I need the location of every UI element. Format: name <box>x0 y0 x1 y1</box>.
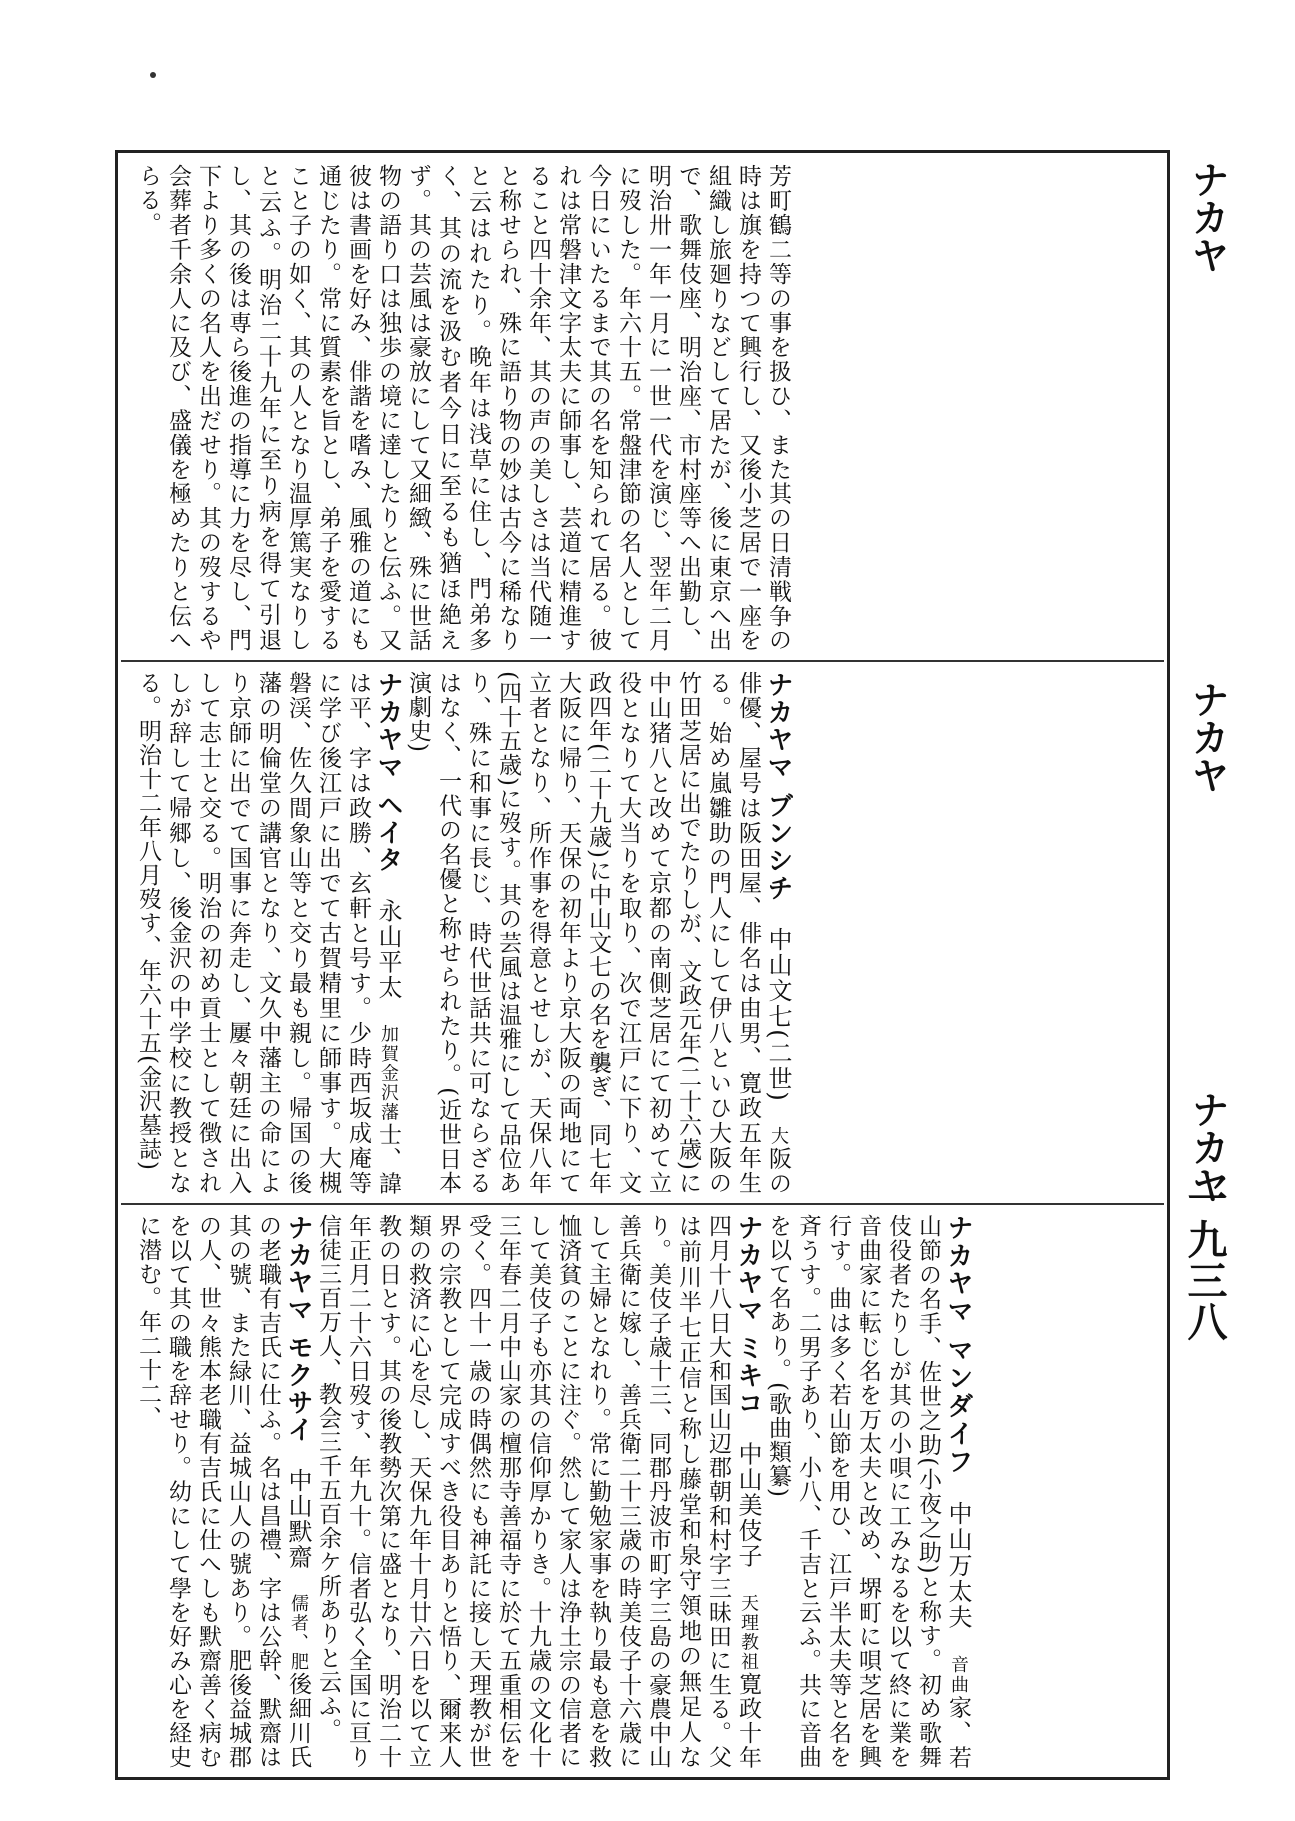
entry-note: 大 <box>768 1126 789 1147</box>
running-head-top: ナカヤ <box>1185 160 1230 274</box>
entry-note: 儒者、肥 <box>288 1594 309 1672</box>
running-head-middle: ナカヤ <box>1185 680 1230 794</box>
entry-note: 天理教祖 <box>738 1593 759 1672</box>
entry-body: 寛政十年四月十八日大和国山辺郡朝和村字三昧田に生る。父は前川半七正信と称し藤堂和泉守領地の無足人なり。美伎子歳十三、同郡丹波市町字三島の豪農中山善兵衛に嫁し、善兵衛二十三歳の時美伎子十六歳にして主婦となれり。常に勤勉家事を執り最も意を救恤済貧のことに注ぐ。然して家人は浄土宗の信者にして美伎子も亦其の信仰厚かりき。十九歳の文化十三年春二月中山家の檀那寺善福寺に於て五重相伝を受く。四十一歳の時偶然にも神託に接し天理教が世界の宗教として完成すべき役目ありと悟り、爾来人類の救済に心を尽し、天保九年十月廿六日を以て立教の日とす。其の後教勢次第に盛となり、明治二十年正月二十六日歿す、年九十。信者弘く全国に亘り信徒三百万人、教会三千五百余ケ所ありと云ふ。 <box>315 1214 761 1770</box>
middle-columns <box>121 663 805 1203</box>
entry-mokusai <box>135 1214 311 1769</box>
entry-heita <box>135 671 401 1195</box>
text-frame <box>115 150 1170 1780</box>
section-middle <box>121 663 1164 1205</box>
entry-note: 加賀金沢藩 <box>378 1024 399 1123</box>
entry-bunshichi <box>405 671 791 1195</box>
entry-note: 音曲 <box>948 1655 969 1696</box>
entry-mandayu <box>765 1214 971 1769</box>
entry-heading: ナカヤマ モクサイ <box>283 1214 313 1444</box>
entry-body: 後細川氏の老職有吉氏に仕ふ。名は昌禮、字は公幹、默齋は其の號、また緑川、益城山人の號あり。肥後益城郡の人、世々熊本老職有吉氏に仕へしも默齋善く病むを以て其の職を辞せり。幼にして學を好み心を経史に潜む。年二十二、 <box>135 1214 311 1769</box>
entry-body: 阪の俳優、屋号は阪田屋、俳名は由男、寛政五年生る。始め嵐雛助の門人にして伊八といひ大阪の竹田芝居に出でたりしが、文政元年(二十六歳)に中山猪八と改めて京都の南側芝居にて初めて立役となりて大当りを取り、次で江戸に下り、文政四年(二十九歳)に中山文七の名を襲ぎ、同七年大阪に帰り、天保の初年より京大阪の両地にて立者となり、所作事を得意とせしが、天保八年(四十五歳)に歿す。其の芸風は温雅にして品位あり、殊に和事に長じ、時代世話共に可ならざるはなく、一代の名優と称せられたり。(近世日本演劇史) <box>405 671 791 1196</box>
entry-heading: ナカヤマ ミキコ <box>733 1214 763 1418</box>
entry-name: 中山美伎子 <box>734 1441 762 1570</box>
entry-heading: ナカヤマ マンダイフ <box>943 1214 973 1477</box>
entry-name: 中山万太夫 <box>944 1500 972 1631</box>
running-head-bottom: ナカヤ <box>1185 1090 1230 1204</box>
entry-name: 永山平太 <box>374 898 402 1001</box>
entry-body: 家、若山節の名手、佐世之助(小夜之助)と称す。初め歌舞伎役者たりしが其の小唄に工みなるを以て終に業を音曲家に転じ名を万太夫と改め、堺町に唄芝居を興行す。曲は多く若山節を用ひ、江戸半太夫等と名を斉うす。二男子あり、小八、千吉と云ふ。共に音曲を以て名あり。(歌曲類纂) <box>765 1214 971 1770</box>
top-body: 芳町鶴二等の事を扱ひ、また其の日清戦争の時は旗を持つて興行し、又後小芝居で一座を組織し旅廻りなどして居たが、後に東京へ出で、歌舞伎座、明治座、市村座等へ出勤し、明治卅一年一月に一世一代を演じ、翌年二月に歿した。年六十五。常盤津節の名人として今日にいたるまで其の名を知られて居る。彼れは常磐津文字太夫に師事し、芸道に精進すること四十余年、其の声の美しさは当代随一と称せられ、殊に語り物の妙は古今に稀なりと云はれたり。晩年は浅草に住し、門弟多く、其の流を汲む者今日に至るも猶ほ絶えず。其の芸風は豪放にして又細緻、殊に世話物の語り口は独歩の境に達したりと伝ふ。又彼は書画を好み、俳諧を嗜み、風雅の道にも通じたり。常に質素を旨とし、弟子を愛すること子の如く、其の人となり温厚篤実なりしと云ふ。明治二十九年に至り病を得て引退し、其の後は専ら後進の指導に力を尽し、門下より多くの名人を出だせり。其の歿するや会葬者千余人に及び、盛儀を極めたりと伝へらる。 <box>135 164 791 652</box>
speck <box>150 72 156 78</box>
page-number: 一九三八 <box>1181 1178 1228 1342</box>
entry-heading: ナカヤマ ヘイタ <box>373 671 403 874</box>
entry-mikiko <box>315 1214 761 1769</box>
section-bottom <box>121 1206 1164 1777</box>
entry-heading: ナカヤマ ブンシチ <box>763 671 793 903</box>
bottom-columns <box>121 1206 985 1777</box>
entry-name: 中山文七(二世) <box>764 926 792 1102</box>
entry-body: 士、諱は平、字は政勝、玄軒と号す。少時西坂成庵等に学び後江戸に出でて古賀精里に師事す。大槻磐渓、佐久間象山等と交り最も親し。帰国の後藩の明倫堂の講官となり、文久中藩主の命により京師に出でて国事に奔走し、屢々朝廷に出入して志士と交る。明治の初め貢士として徴されしが辞して帰郷し、後金沢の中学校に教授となる。明治十二年八月歿す、年六十五(金沢墓誌) <box>135 671 401 1196</box>
entry-name: 中山默齋 <box>284 1468 312 1570</box>
section-top <box>121 156 1164 662</box>
